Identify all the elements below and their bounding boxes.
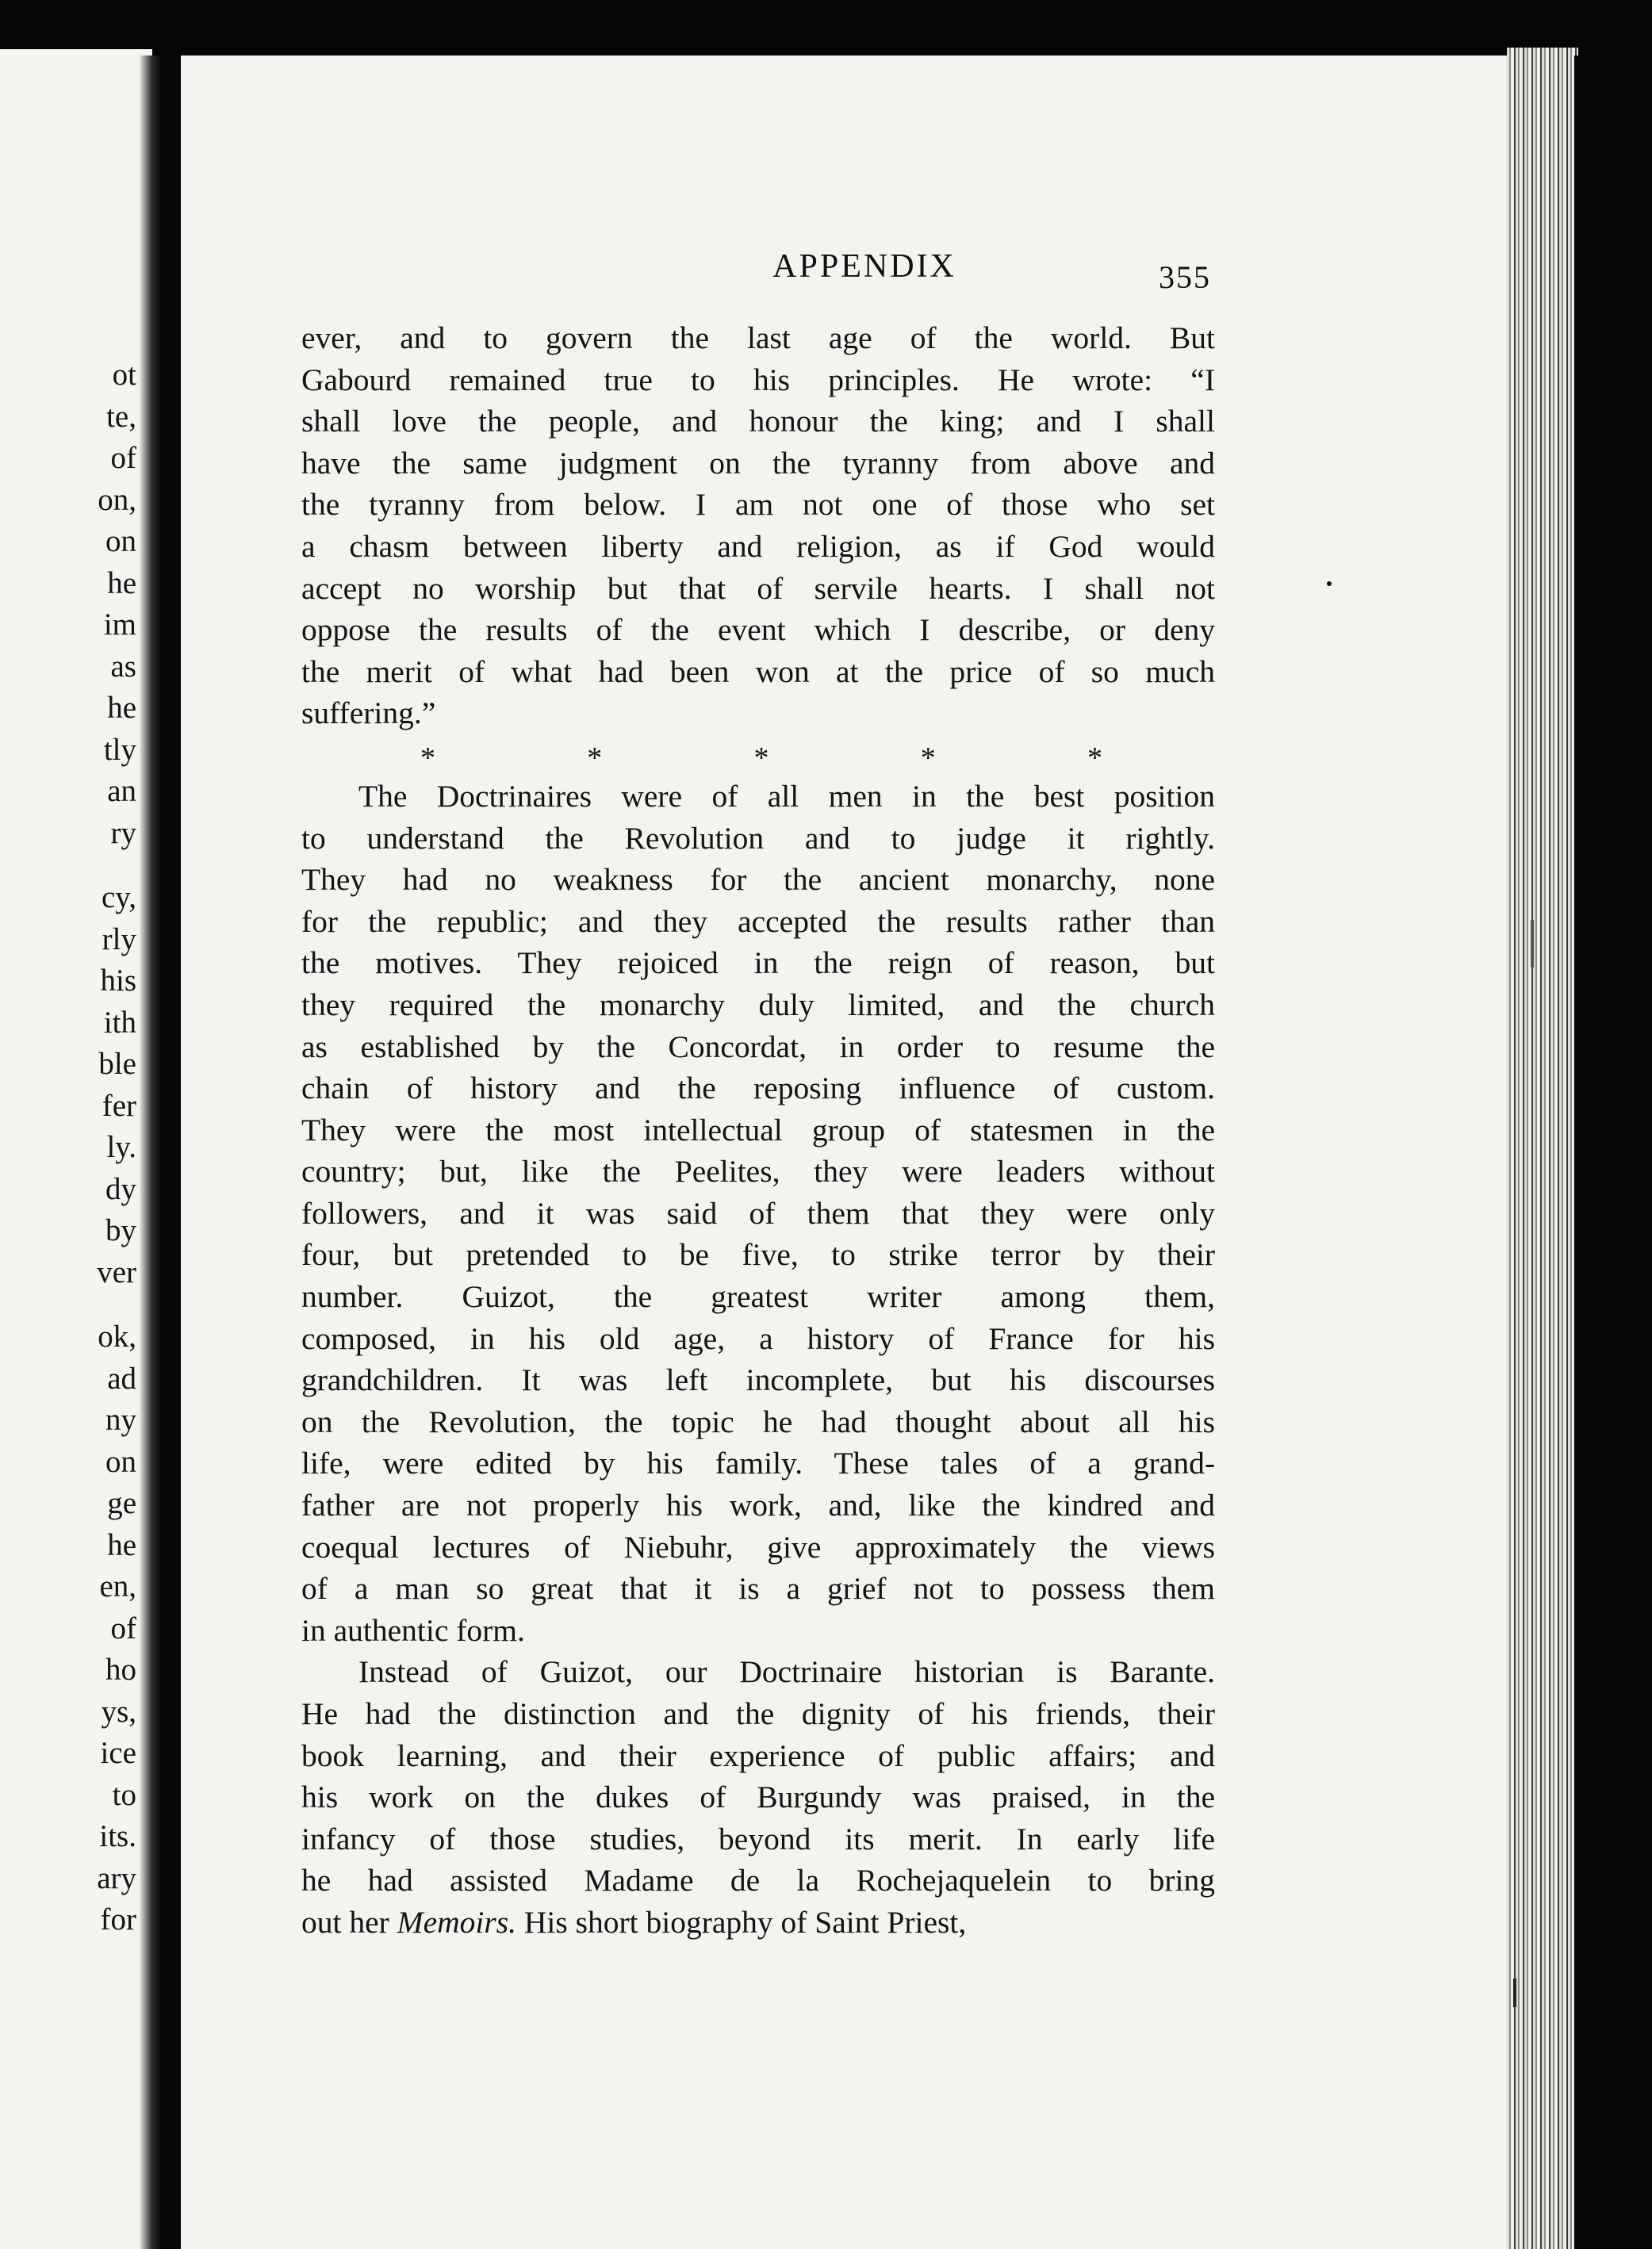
page-number: 355 — [1159, 259, 1211, 295]
facing-page-fragment: te, — [106, 399, 136, 434]
text-line-after-italic: His short biography of Saint Priest, — [516, 1904, 967, 1940]
text-line: in authentic form. — [301, 1612, 525, 1648]
facing-page-fragment: by — [105, 1213, 136, 1247]
paragraph-gabourd — [301, 317, 1215, 734]
text-line-before-italic: out her — [301, 1904, 397, 1940]
text-line: They had no weakness for the ancient monarchy, none — [301, 862, 1215, 898]
text-line: a chasm between liberty and religion, as if God would — [301, 528, 1215, 564]
facing-page-fragment: ny — [105, 1403, 136, 1437]
facing-page-left — [0, 49, 152, 2249]
text-line: oppose the results of the event which I describe, or deny — [301, 612, 1215, 648]
facing-page-fragment: ice — [100, 1736, 136, 1770]
facing-page-fragment: his — [100, 964, 136, 998]
facing-page-fragment: ble — [98, 1047, 136, 1081]
text-line: followers, and it was said of them that they were only — [301, 1195, 1215, 1231]
facing-page-fragment: dy — [105, 1171, 136, 1206]
facing-page-fragment: on — [105, 524, 136, 558]
text-line: the motives. They rejoiced in the reign of reason, but — [301, 945, 1215, 981]
asterisk: * — [920, 741, 936, 775]
facing-page-fragment: fer — [102, 1088, 136, 1123]
text-line: for the republic; and they accepted the results rather than — [301, 903, 1215, 939]
facing-page-fragment: ge — [107, 1486, 136, 1520]
text-line: chain of history and the reposing influence of custom. — [301, 1071, 1215, 1106]
text-line: book learning, and their experience of public affairs; and — [301, 1738, 1215, 1773]
running-head: APPENDIX — [772, 248, 956, 285]
asterisk: * — [587, 741, 603, 775]
facing-page-fragment: ry — [110, 815, 136, 850]
facing-page-fragment: on — [105, 1444, 136, 1479]
page-edges — [1507, 48, 1578, 2249]
facing-page-fragment: ot — [112, 358, 136, 392]
text-line: father are not properly his work, and, like the kindred and — [301, 1488, 1215, 1523]
facing-page-fragment: an — [107, 774, 136, 808]
text-line: four, but pretended to be five, to strike terror by their — [301, 1237, 1215, 1273]
text-line: as established by the Concordat, in order to resume the — [301, 1029, 1215, 1064]
text-line: of a man so great that it is a grief not to possess them — [301, 1571, 1215, 1607]
text-line: to understand the Revolution and to judge it rightly. — [301, 820, 1215, 856]
facing-page-fragment: tly — [103, 732, 136, 767]
section-separator — [420, 734, 1102, 776]
fragment-gap — [2, 1293, 136, 1316]
text-line: country; but, like the Peelites, they were leaders without — [301, 1154, 1215, 1190]
scan-border-right — [1574, 56, 1652, 2249]
facing-page-fragment: as — [110, 649, 136, 684]
page-header — [181, 247, 1515, 295]
text-line: he had assisted Madame de la Rochejaquelein to bring — [301, 1863, 1215, 1898]
text-line: coequal lectures of Niebuhr, give approximately the views — [301, 1529, 1215, 1565]
facing-page-fragment: en, — [99, 1569, 136, 1603]
scan-edge-mark — [1513, 1979, 1516, 2007]
facing-page-fragment: he — [107, 691, 136, 725]
facing-page-fragment: ho — [105, 1653, 136, 1687]
text-line: grandchildren. It was left incomplete, but his discourses — [301, 1362, 1215, 1398]
text-line: infancy of those studies, beyond its merit. In early life — [301, 1821, 1215, 1856]
text-line: the merit of what had been won at the price of so much — [301, 653, 1215, 689]
text-line: his work on the dukes of Burgundy was praised, in the — [301, 1780, 1215, 1815]
facing-page-fragment: ary — [97, 1860, 136, 1895]
facing-page-fragment: for — [100, 1902, 136, 1937]
facing-page-fragment: cy, — [101, 880, 136, 914]
facing-page-fragment: he — [107, 565, 136, 600]
asterisk: * — [753, 741, 769, 775]
paragraph-doctrinaires — [301, 776, 1215, 1651]
facing-page-fragment: its. — [99, 1819, 136, 1853]
facing-page-fragment: ys, — [101, 1694, 136, 1729]
facing-page-fragment: on, — [98, 482, 136, 517]
text-line — [301, 1902, 1215, 1944]
facing-page-fragment: ly. — [106, 1130, 136, 1164]
facing-page-text-fragments — [2, 354, 136, 1941]
text-line: He had the distinction and the dignity of his friends, their — [301, 1696, 1215, 1731]
italic-title-memoirs: Memoirs. — [397, 1904, 516, 1940]
text-line: the tyranny from below. I am not one of those who set — [301, 487, 1215, 523]
text-line: life, were edited by his family. These tales of a grand- — [301, 1446, 1215, 1481]
facing-page-fragment: to — [112, 1777, 136, 1812]
text-line: number. Guizot, the greatest writer among them, — [301, 1279, 1215, 1315]
page-body — [301, 317, 1215, 1944]
text-line: on the Revolution, the topic he had thought about all his — [301, 1404, 1215, 1439]
text-line: have the same judgment on the tyranny from above and — [301, 445, 1215, 481]
asterisk: * — [1087, 741, 1102, 775]
text-line: The Doctrinaires were of all men in the best position — [358, 778, 1215, 814]
text-line: suffering.” — [301, 695, 436, 731]
facing-page-fragment: ver — [97, 1255, 136, 1289]
text-line: Instead of Guizot, our Doctrinaire historian is Barante. — [358, 1654, 1215, 1690]
fragment-gap — [2, 854, 136, 877]
scan-speck — [1327, 581, 1332, 586]
facing-page-fragment: of — [110, 441, 136, 475]
paragraph-barante — [301, 1651, 1215, 1943]
facing-page-fragment: rly — [102, 921, 136, 956]
text-line: ever, and to govern the last age of the world. But — [301, 320, 1215, 355]
text-line: They were the most intellectual group of statesmen in the — [301, 1112, 1215, 1147]
text-line: accept no worship but that of servile hearts. I shall not — [301, 570, 1215, 606]
text-line: composed, in his old age, a history of France for his — [301, 1320, 1215, 1356]
facing-page-fragment: im — [103, 607, 136, 642]
facing-page-fragment: ith — [103, 1005, 136, 1040]
facing-page-fragment: he — [107, 1527, 136, 1562]
facing-page-fragment: of — [110, 1611, 136, 1646]
facing-page-fragment: ok, — [98, 1320, 136, 1354]
text-line: Gabourd remained true to his principles. He wrote: “I — [301, 362, 1215, 397]
scan-edge-mark — [1531, 920, 1534, 967]
text-line: shall love the people, and honour the king; and I shall — [301, 404, 1215, 439]
facing-page-fragment: ad — [107, 1361, 136, 1396]
asterisk: * — [420, 741, 435, 775]
text-line: they required the monarchy duly limited, and the church — [301, 987, 1215, 1022]
book-gutter — [140, 56, 160, 2249]
